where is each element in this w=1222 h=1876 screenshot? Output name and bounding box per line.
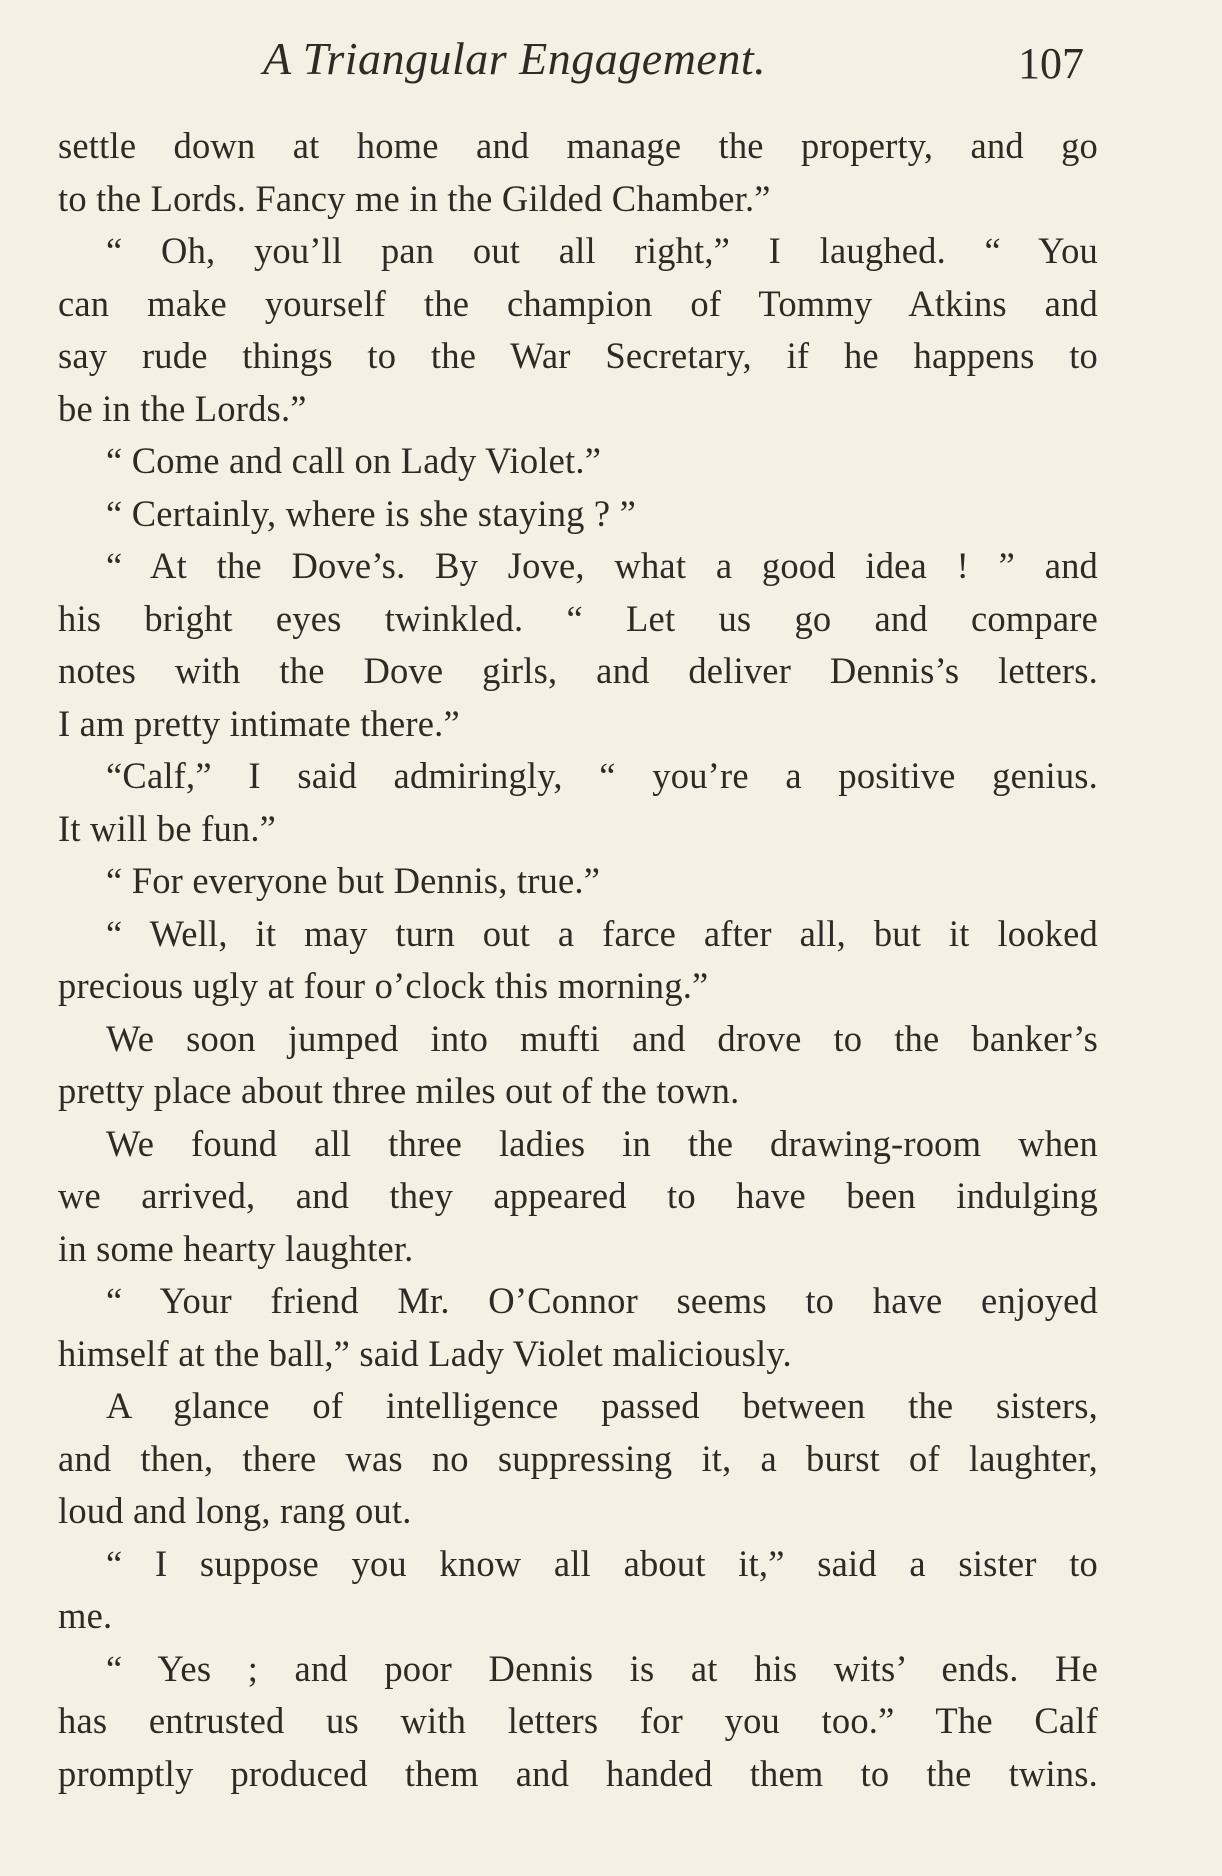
text-line: “ Oh, you’ll pan out all right,” I laughed. “ You — [106, 230, 1098, 271]
text-line: “ I suppose you know all about it,” said a sister to — [106, 1542, 1098, 1584]
text-line: “ Yes ; and poor Dennis is at his wits’ ends. He — [106, 1647, 1098, 1689]
text-line: to the Lords. Fancy me in the Gilded Chamber.” — [58, 177, 771, 219]
text-line: “ Well, it may turn out a farce after all, but it looked — [106, 912, 1098, 954]
text-line: say rude things to the War Secretary, if he happens to — [58, 335, 1098, 376]
text-line: “ Come and call on Lady Violet.” — [106, 440, 602, 481]
body-text — [58, 120, 1098, 1800]
text-line: We soon jumped into mufti and drove to the banker’s — [106, 1017, 1098, 1059]
text-line: “ At the Dove’s. By Jove, what a good idea ! ” and — [106, 545, 1098, 586]
text-line: It will be fun.” — [58, 807, 277, 849]
text-line: we arrived, and they appeared to have been indulging — [58, 1175, 1098, 1216]
text-line: and then, there was no suppressing it, a burst of laughter, — [58, 1437, 1098, 1479]
text-line: precious ugly at four o’clock this morning.” — [58, 965, 709, 1006]
text-line: pretty place about three miles out of the town. — [58, 1070, 740, 1111]
text-line: I am pretty intimate there.” — [58, 702, 460, 744]
text-line: settle down at home and manage the property, and go — [58, 125, 1098, 166]
text-line: notes with the Dove girls, and deliver Dennis’s letters. — [58, 650, 1098, 691]
page-number: 107 — [1018, 39, 1084, 88]
text-line: has entrusted us with letters for you too.” The Calf — [58, 1700, 1098, 1741]
text-line: “ Certainly, where is she staying ? ” — [106, 492, 637, 534]
text-line: “Calf,” I said admiringly, “ you’re a positive genius. — [106, 755, 1098, 796]
text-line: in some hearty laughter. — [58, 1227, 414, 1269]
text-line: his bright eyes twinkled. “ Let us go and compare — [58, 597, 1098, 639]
text-line: promptly produced them and handed them to the twins. — [58, 1752, 1098, 1794]
text-line: me. — [58, 1595, 113, 1636]
text-line: We found all three ladies in the drawing-room when — [106, 1122, 1098, 1164]
text-line: himself at the ball,” said Lady Violet maliciously. — [58, 1332, 792, 1374]
text-line: “ For everyone but Dennis, true.” — [106, 860, 601, 901]
text-line: can make yourself the champion of Tommy Atkins and — [58, 282, 1098, 324]
text-line: loud and long, rang out. — [58, 1490, 412, 1531]
text-line: A glance of intelligence passed between the sisters, — [106, 1385, 1098, 1426]
book-page — [58, 28, 1098, 1800]
text-line: be in the Lords.” — [58, 387, 307, 429]
running-head — [58, 28, 1098, 98]
running-title: A Triangular Engagement. — [263, 33, 767, 84]
text-line: “ Your friend Mr. O’Connor seems to have enjoyed — [106, 1280, 1098, 1321]
